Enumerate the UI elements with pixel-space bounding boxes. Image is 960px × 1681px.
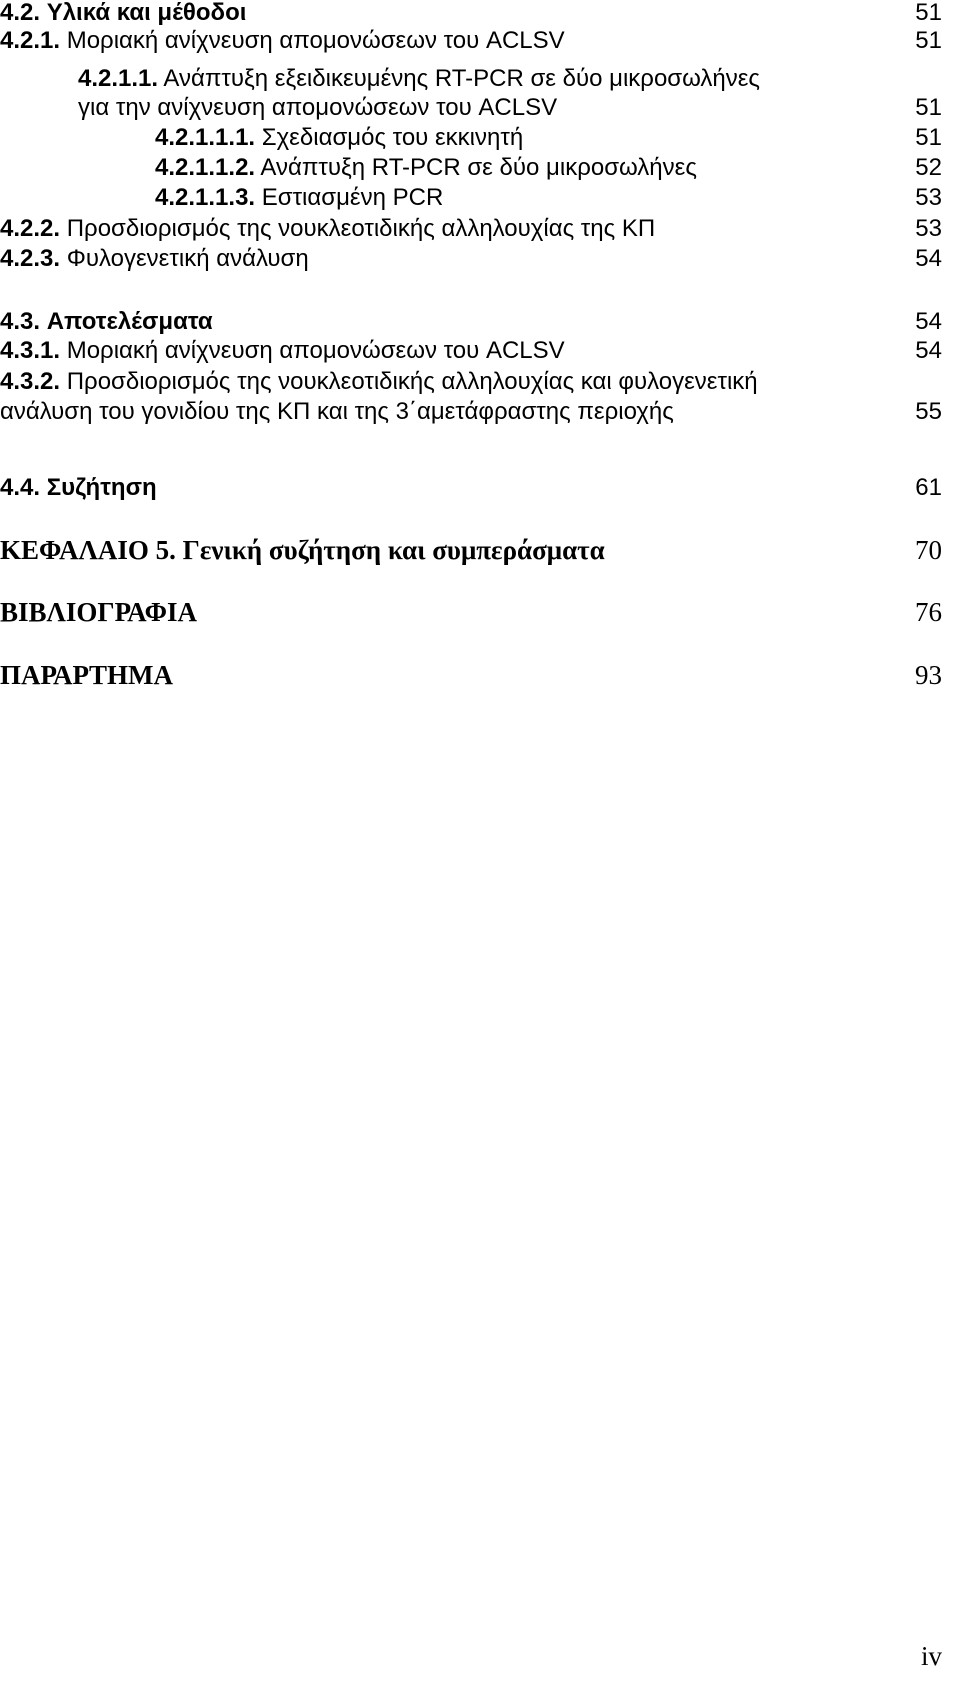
toc-entry-number: 4.2.3. [0,245,61,272]
toc-entry [0,242,942,275]
toc-entry-title: Φυλογενετική ανάλυση [66,245,309,272]
toc-entry-title: Ανάπτυξη εξειδικευμένης RT-PCR σε δύο μικροσωλήνες [163,65,760,92]
toc-entry [0,471,942,504]
toc-entry-title: Εστιασμένη PCR [261,184,444,211]
toc-entry-page: 53 [915,184,942,211]
toc-entry-page: 61 [915,474,942,501]
toc-entry-number: 4.3.2. [0,368,61,395]
toc-entry [0,596,942,629]
toc-entry-page: 51 [915,94,942,121]
toc-entry-number: 4.2.1.1.3. [155,184,256,211]
toc-entry-number: 4.3. [0,308,41,335]
toc-entry-title: ΒΙΒΛΙΟΓΡΑΦΙΑ [0,597,198,627]
toc-entry [0,659,942,692]
toc-entry [0,212,942,245]
toc-entry-number: 4.2. [0,0,41,26]
toc-entry-title-continuation: ανάλυση του γονιδίου της ΚΠ και της 3΄αμετάφραστης περιοχής [0,398,674,425]
toc-entry-number: 4.3.1. [0,337,61,364]
toc-entry-title: Υλικά και μέθοδοι [46,0,247,26]
toc-entry-title: Μοριακή ανίχνευση απομονώσεων του ACLSV [66,337,565,364]
toc-entry-number: 4.2.1.1. [78,65,159,92]
toc-entry [0,151,942,184]
toc-entry-page: 51 [915,27,942,54]
toc-entry-page: 51 [915,0,942,26]
toc-entry-title-continuation: για την ανίχνευση απομονώσεων του ACLSV [78,94,558,121]
toc-entry-page: 54 [915,308,942,335]
toc-entry [0,365,942,398]
toc-entry [0,24,942,57]
toc-entry [0,181,942,214]
toc-entry-number: 4.2.1. [0,27,61,54]
toc-entry-page: 76 [915,597,942,627]
toc-entry [0,334,942,367]
toc-entry-title: ΠΑΡΑΡΤΗΜΑ [0,660,174,690]
toc-entry-page: 52 [915,154,942,181]
toc-entry-page: 54 [915,337,942,364]
toc-entry-page: 51 [915,124,942,151]
toc-entry-continuation [0,395,942,428]
toc-entry-number: ΚΕΦΑΛΑΙΟ 5. [0,535,176,565]
toc-entry [0,534,942,567]
toc-entry-number: 4.2.1.1.1. [155,124,256,151]
toc-entry-number: 4.4. [0,474,41,501]
toc-entry-title: Προσδιορισμός της νουκλεοτιδικής αλληλουχίας της ΚΠ [66,215,656,242]
page-number: iv [920,1641,942,1671]
toc-entry-title: Συζήτηση [46,474,157,501]
toc-entry [0,121,942,154]
toc-entry-title: Γενική συζήτηση και συμπεράσματα [182,535,605,565]
toc-entry-title: Μοριακή ανίχνευση απομονώσεων του ACLSV [66,27,565,54]
toc-entry-title: Αποτελέσματα [46,308,213,335]
toc-entry-title: Ανάπτυξη RT-PCR σε δύο μικροσωλήνες [260,154,697,181]
toc-entry-number: 4.2.1.1.2. [155,154,256,181]
toc-entry-title: Σχεδιασμός του εκκινητή [261,124,524,151]
toc-entry-continuation [0,91,942,124]
toc-entry-page: 93 [915,660,942,690]
toc-entry-page: 55 [915,398,942,425]
toc-entry-page: 54 [915,245,942,272]
toc-entry-title: Προσδιορισμός της νουκλεοτιδικής αλληλουχίας και φυλογενετική [66,368,758,395]
toc-entry-page: 53 [915,215,942,242]
toc-entry-page: 70 [915,535,942,565]
toc-entry-number: 4.2.2. [0,215,61,242]
